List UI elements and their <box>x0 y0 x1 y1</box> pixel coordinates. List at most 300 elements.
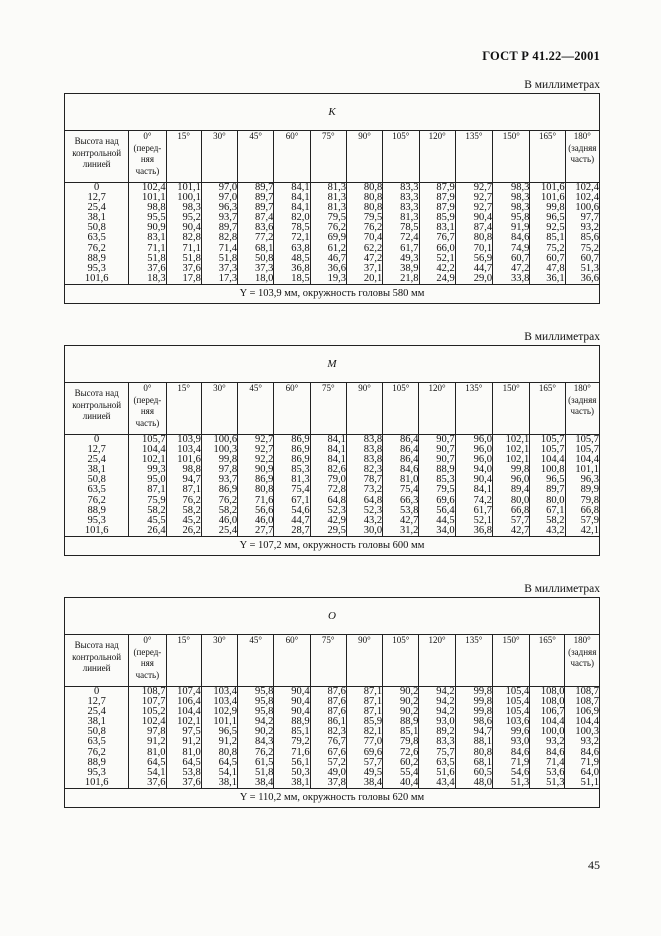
table-value: 84,6 <box>546 746 565 758</box>
table-value: 67,6 <box>327 746 346 758</box>
value-column <box>129 687 166 789</box>
table-value: 48,0 <box>473 776 492 788</box>
table-value: 63,5 <box>436 756 455 768</box>
table-value: 102,4 <box>141 716 166 728</box>
table-value: 84,6 <box>510 746 530 758</box>
table-value: 58,2 <box>182 504 201 516</box>
table-value: 94,0 <box>473 464 492 476</box>
table-value: 27,7 <box>254 524 274 536</box>
table-value: 47,2 <box>511 262 530 274</box>
table-value: 86,9 <box>291 444 310 456</box>
table-value: 37,6 <box>147 776 166 788</box>
table-value: 105,2 <box>141 706 166 718</box>
height-value: 50,8 <box>87 726 106 738</box>
table-value: 79,0 <box>327 474 346 486</box>
table-value: 89,4 <box>510 484 530 496</box>
table-value: 97,8 <box>218 464 238 476</box>
table-value: 101,1 <box>177 182 201 193</box>
variable-label: O <box>65 598 600 635</box>
height-value: 63,5 <box>87 484 106 496</box>
angle-header-line: 75° <box>321 131 335 141</box>
table-value: 76,2 <box>218 494 238 506</box>
table-value: 86,9 <box>218 484 238 496</box>
table-value: 90,7 <box>436 454 455 466</box>
value-column <box>383 435 419 537</box>
table-value: 89,7 <box>546 484 565 496</box>
table-value: 83,3 <box>400 192 419 204</box>
table-value: 56,6 <box>254 504 274 516</box>
table-value: 83,3 <box>400 182 419 193</box>
table-value: 29,5 <box>327 524 346 536</box>
value-column <box>530 183 565 285</box>
table-value: 101,6 <box>541 192 565 204</box>
table-value: 86,9 <box>254 474 274 486</box>
table-value: 104,4 <box>177 706 201 718</box>
height-value: 50,8 <box>87 474 106 486</box>
table-value: 95,8 <box>254 706 274 718</box>
table-value: 42,7 <box>400 514 419 526</box>
table-value: 73,2 <box>363 484 383 496</box>
table-value: 100,3 <box>575 726 599 738</box>
angle-header-cell <box>238 635 274 687</box>
table-value: 38,4 <box>363 776 383 788</box>
table-value: 79,2 <box>291 736 310 748</box>
table-value: 84,1 <box>473 484 492 496</box>
row-header-line: линией <box>82 663 111 673</box>
table-value: 105,7 <box>575 444 599 456</box>
table-value: 62,2 <box>363 242 383 254</box>
table-value: 66,8 <box>510 504 530 516</box>
header-row <box>65 131 600 183</box>
table-value: 102,4 <box>575 192 599 204</box>
value-column <box>166 687 201 789</box>
angle-header-line: 15° <box>177 635 190 645</box>
table-value: 52,1 <box>436 252 455 264</box>
table-footer: Y = 110,2 мм, окружность головы 620 мм <box>239 792 425 804</box>
table-value: 86,9 <box>291 454 310 466</box>
table-value: 52,3 <box>363 504 383 516</box>
table-value: 102,1 <box>505 454 530 466</box>
table-value: 84,6 <box>511 232 530 244</box>
value-column <box>455 687 492 789</box>
angle-header-cell <box>492 383 529 435</box>
table-value: 90,2 <box>400 696 419 708</box>
table-value: 101,1 <box>141 192 166 204</box>
row-header-line: Высота над <box>74 136 119 146</box>
table-value: 85,3 <box>291 464 310 476</box>
table-value: 75,9 <box>147 494 166 506</box>
table-value: 66,8 <box>580 504 599 516</box>
table-value: 89,7 <box>255 192 274 204</box>
table-value: 64,8 <box>327 494 346 506</box>
angle-header-line: 60° <box>285 635 299 645</box>
angle-header-cell <box>346 635 382 687</box>
table-value: 84,3 <box>254 736 274 748</box>
table-value: 36,8 <box>473 524 492 536</box>
table-value: 81,3 <box>327 202 346 214</box>
table-value: 57,7 <box>363 756 383 768</box>
table-value: 83,3 <box>400 202 419 214</box>
table-value: 37,6 <box>147 262 166 274</box>
table-value: 90,7 <box>436 444 455 456</box>
table-value: 98,3 <box>511 192 530 204</box>
table-value: 96,0 <box>473 444 492 456</box>
table-value: 102,4 <box>141 182 166 193</box>
height-value: 12,7 <box>87 444 106 456</box>
height-value: 38,1 <box>87 716 106 728</box>
table-value: 66,0 <box>436 242 455 254</box>
data-row <box>65 183 600 285</box>
table-value: 33,8 <box>511 272 530 284</box>
table-value: 87,9 <box>436 192 455 204</box>
table-value: 108,0 <box>540 696 565 708</box>
table-value: 44,7 <box>291 514 310 526</box>
angle-header-line: 150° <box>502 131 520 141</box>
table-value: 101,1 <box>213 716 238 728</box>
table-value: 81,3 <box>327 182 346 193</box>
table-value: 96,3 <box>580 474 599 486</box>
table-value: 76,2 <box>327 222 346 234</box>
table-value: 108,7 <box>575 686 599 697</box>
table-value: 99,8 <box>546 202 565 214</box>
page-number: 45 <box>588 858 600 872</box>
table-value: 75,2 <box>546 242 565 254</box>
table-value: 84,1 <box>291 192 310 204</box>
table-value: 52,1 <box>473 514 492 526</box>
table-value: 95,5 <box>147 212 166 224</box>
table-value: 104,4 <box>540 716 565 728</box>
table-value: 81,3 <box>400 212 419 224</box>
angle-header-cell <box>166 131 201 183</box>
table-value: 57,7 <box>510 514 530 526</box>
height-value: 95,3 <box>87 766 106 778</box>
height-value: 12,7 <box>87 192 106 204</box>
angle-header-line: 75° <box>321 635 335 645</box>
table-value: 71,1 <box>182 242 201 254</box>
table-value: 38,9 <box>400 262 419 274</box>
value-column <box>419 183 455 285</box>
table-value: 80,8 <box>363 182 383 193</box>
value-column <box>274 435 310 537</box>
value-column <box>310 183 346 285</box>
table-value: 71,4 <box>218 242 238 254</box>
table-value: 84,6 <box>580 746 599 758</box>
table-value: 93,0 <box>436 716 455 728</box>
value-column <box>455 435 492 537</box>
table-value: 90,9 <box>254 464 274 476</box>
units-label-2: В миллиметрах <box>524 331 600 343</box>
table-value: 104,4 <box>575 716 599 728</box>
angle-header-line: 45° <box>249 131 263 141</box>
row-header-line: линией <box>82 411 111 421</box>
angle-header-cell <box>310 131 346 183</box>
table-value: 90,4 <box>182 222 201 234</box>
angle-header-cell <box>383 383 419 435</box>
table-value: 87,1 <box>363 686 383 697</box>
table-value: 53,6 <box>546 766 565 778</box>
variable-row <box>65 598 600 635</box>
table-value: 69,6 <box>363 746 383 758</box>
table-value: 83,1 <box>147 232 166 244</box>
angle-header-line: 90° <box>358 383 371 393</box>
table-value: 29,0 <box>473 272 493 284</box>
table-value: 42,7 <box>510 524 530 536</box>
angle-header-cell <box>274 383 310 435</box>
height-value: 101,6 <box>84 776 109 788</box>
table-value: 45,2 <box>182 514 201 526</box>
table-value: 84,1 <box>327 454 346 466</box>
table-value: 36,8 <box>291 262 310 274</box>
table-value: 52,3 <box>327 504 346 516</box>
table-value: 94,7 <box>473 726 492 738</box>
table-value: 102,1 <box>177 716 201 728</box>
table-value: 87,9 <box>436 202 455 214</box>
table-value: 37,6 <box>182 262 201 274</box>
table-value: 82,8 <box>218 232 238 244</box>
table-value: 96,5 <box>546 212 565 224</box>
table-value: 87,6 <box>327 706 346 718</box>
table-value: 100,3 <box>213 444 238 456</box>
value-column <box>530 687 565 789</box>
table-value: 91,2 <box>218 736 238 748</box>
table-value: 79,8 <box>400 736 419 748</box>
table-value: 82,8 <box>182 232 201 244</box>
table-value: 69,9 <box>327 232 346 244</box>
table-value: 96,0 <box>473 454 492 466</box>
table-value: 100,8 <box>540 464 565 476</box>
angle-header-cell <box>274 635 310 687</box>
table-value: 102,4 <box>575 182 599 193</box>
variable-row <box>65 94 600 131</box>
table-value: 94,2 <box>436 696 455 708</box>
table-value: 80,8 <box>254 484 274 496</box>
row-header-cell <box>65 635 129 687</box>
angle-header-line: 0° <box>143 383 152 393</box>
table-value: 74,9 <box>511 242 530 254</box>
table-value: 18,3 <box>147 272 166 284</box>
angle-header-cell <box>455 383 492 435</box>
angle-header-line: (задняя <box>568 646 597 657</box>
table-value: 99,8 <box>510 464 530 476</box>
height-value: 12,7 <box>87 696 106 708</box>
angle-header-line: часть) <box>135 417 160 428</box>
height-value: 88,9 <box>87 252 106 264</box>
height-value: 50,8 <box>87 222 106 234</box>
angle-header-line: 30° <box>213 131 226 141</box>
value-column <box>238 687 274 789</box>
table-value: 93,0 <box>510 736 530 748</box>
angle-header-cell <box>238 383 274 435</box>
table-value: 72,1 <box>291 232 310 244</box>
height-value: 38,1 <box>87 212 106 224</box>
table-value: 84,1 <box>291 202 310 214</box>
table-value: 94,2 <box>436 686 455 697</box>
table-value: 61,7 <box>473 504 492 516</box>
value-column <box>346 183 382 285</box>
table-value: 67,1 <box>546 504 565 516</box>
table-value: 92,7 <box>473 202 493 214</box>
angle-header-line: 30° <box>213 635 226 645</box>
table-value: 103,9 <box>177 434 201 445</box>
table-value: 80,8 <box>363 192 383 204</box>
angle-header-line: 90° <box>358 635 371 645</box>
table-value: 77,2 <box>255 232 274 244</box>
value-column <box>310 435 346 537</box>
row-header-line: контрольной <box>72 399 122 410</box>
angle-header-line: часть) <box>570 154 595 164</box>
table-value: 53,8 <box>182 766 201 778</box>
table-value: 90,2 <box>254 726 274 738</box>
table-value: 81,0 <box>182 746 201 758</box>
table-value: 96,5 <box>218 726 238 738</box>
variable-label: K <box>65 94 600 131</box>
table-value: 84,1 <box>327 434 346 445</box>
angle-header-line: няя <box>140 658 154 668</box>
table-value: 99,8 <box>218 454 238 466</box>
height-value: 0 <box>94 182 100 193</box>
table-value: 103,6 <box>505 716 530 728</box>
angle-header-cell <box>419 635 455 687</box>
table-value: 106,7 <box>540 706 565 718</box>
table-value: 88,9 <box>291 716 310 728</box>
table-value: 46,0 <box>218 514 238 526</box>
table-value: 100,1 <box>177 192 201 204</box>
table-value: 94,2 <box>436 706 455 718</box>
table-value: 67,1 <box>291 494 310 506</box>
table-value: 87,4 <box>473 222 493 234</box>
table-value: 45,5 <box>147 514 166 526</box>
table-value: 46,7 <box>327 252 346 264</box>
table-value: 90,4 <box>473 474 492 486</box>
angle-header-cell <box>238 131 274 183</box>
table-value: 37,6 <box>182 776 201 788</box>
value-column <box>492 687 529 789</box>
angle-header-line: 120° <box>428 383 446 393</box>
table-value: 81,0 <box>147 746 166 758</box>
table-value: 90,4 <box>291 706 310 718</box>
table-value: 97,5 <box>182 726 201 738</box>
table-value: 60,7 <box>511 252 530 264</box>
table-value: 102,1 <box>141 454 166 466</box>
table-footer: Y = 107,2 мм, окружность головы 600 мм <box>239 540 425 552</box>
table-value: 90,4 <box>473 212 493 224</box>
angle-header-cell <box>565 383 599 435</box>
table-value: 56,4 <box>436 504 455 516</box>
value-column <box>201 687 237 789</box>
table-value: 36,1 <box>546 272 565 284</box>
table-value: 51,8 <box>147 252 166 264</box>
height-value: 88,9 <box>87 504 106 516</box>
table-value: 47,2 <box>363 252 383 264</box>
table-value: 96,0 <box>510 474 530 486</box>
angle-header-line: (задняя <box>568 394 597 405</box>
table-value: 37,3 <box>218 262 238 274</box>
value-column <box>129 183 166 285</box>
table-value: 92,7 <box>473 192 493 204</box>
table-value: 104,4 <box>540 454 565 466</box>
table-value: 83,1 <box>436 222 455 234</box>
table-value: 105,7 <box>540 444 565 456</box>
angle-header-line: 135° <box>465 131 483 141</box>
table-value: 80,8 <box>363 202 383 214</box>
table-value: 90,2 <box>400 686 419 697</box>
angle-header-cell <box>201 131 237 183</box>
height-value: 25,4 <box>87 706 106 718</box>
value-column <box>238 183 274 285</box>
table-value: 75,7 <box>436 746 455 758</box>
table-value: 42,9 <box>327 514 346 526</box>
table-value: 64,8 <box>363 494 383 506</box>
table-value: 51,3 <box>580 262 599 274</box>
table-value: 76,7 <box>327 736 346 748</box>
height-value: 88,9 <box>87 756 106 768</box>
table-value: 75,4 <box>291 484 310 496</box>
table-value: 48,5 <box>291 252 310 264</box>
table-value: 95,8 <box>254 696 274 708</box>
table-value: 95,0 <box>147 474 166 486</box>
table-value: 87,1 <box>182 484 201 496</box>
table-value: 90,2 <box>400 706 419 718</box>
table-value: 92,7 <box>254 434 274 445</box>
angle-header-line: 90° <box>358 131 371 141</box>
table-value: 34,0 <box>436 524 455 536</box>
table-value: 99,8 <box>473 696 492 708</box>
angle-header-line: 15° <box>177 131 190 141</box>
table-value: 71,6 <box>291 746 310 758</box>
table-value: 100,6 <box>575 202 599 214</box>
angle-header-cell <box>129 131 166 183</box>
height-value: 63,5 <box>87 736 106 748</box>
angle-header-line: часть) <box>135 165 160 176</box>
table-value: 37,3 <box>255 262 274 274</box>
table-value: 57,2 <box>327 756 346 768</box>
angle-header-cell <box>346 131 382 183</box>
table-value: 58,2 <box>147 504 166 516</box>
table-value: 17,3 <box>218 272 238 284</box>
angle-header-cell <box>383 131 419 183</box>
table-value: 89,7 <box>218 222 238 234</box>
table-value: 99,8 <box>473 706 492 718</box>
table-value: 105,4 <box>505 696 530 708</box>
header-row <box>65 383 600 435</box>
angle-header-line: 180° <box>573 635 591 645</box>
table-value: 25,4 <box>218 524 238 536</box>
table-value: 36,6 <box>327 262 346 274</box>
height-column <box>65 435 129 537</box>
row-header-cell <box>65 131 129 183</box>
table-value: 108,7 <box>141 686 166 697</box>
table-value: 81,0 <box>400 474 419 486</box>
angle-header-line: 150° <box>502 635 520 645</box>
table-value: 95,8 <box>511 212 530 224</box>
row-header-cell <box>65 383 129 435</box>
table-value: 19,3 <box>327 272 346 284</box>
height-value: 76,2 <box>87 494 106 506</box>
table-value: 64,5 <box>147 756 166 768</box>
value-column <box>238 435 274 537</box>
table-value: 80,8 <box>473 232 493 244</box>
angle-header-cell <box>455 635 492 687</box>
table-value: 96,3 <box>218 202 238 214</box>
value-column <box>565 435 599 537</box>
table-value: 85,9 <box>363 716 383 728</box>
table-value: 38,1 <box>291 776 310 788</box>
angle-header-line: 15° <box>177 383 190 393</box>
table-value: 57,9 <box>580 514 599 526</box>
table-value: 98,3 <box>511 182 530 193</box>
table-value: 26,2 <box>182 524 201 536</box>
angle-header-line: 60° <box>285 383 299 393</box>
